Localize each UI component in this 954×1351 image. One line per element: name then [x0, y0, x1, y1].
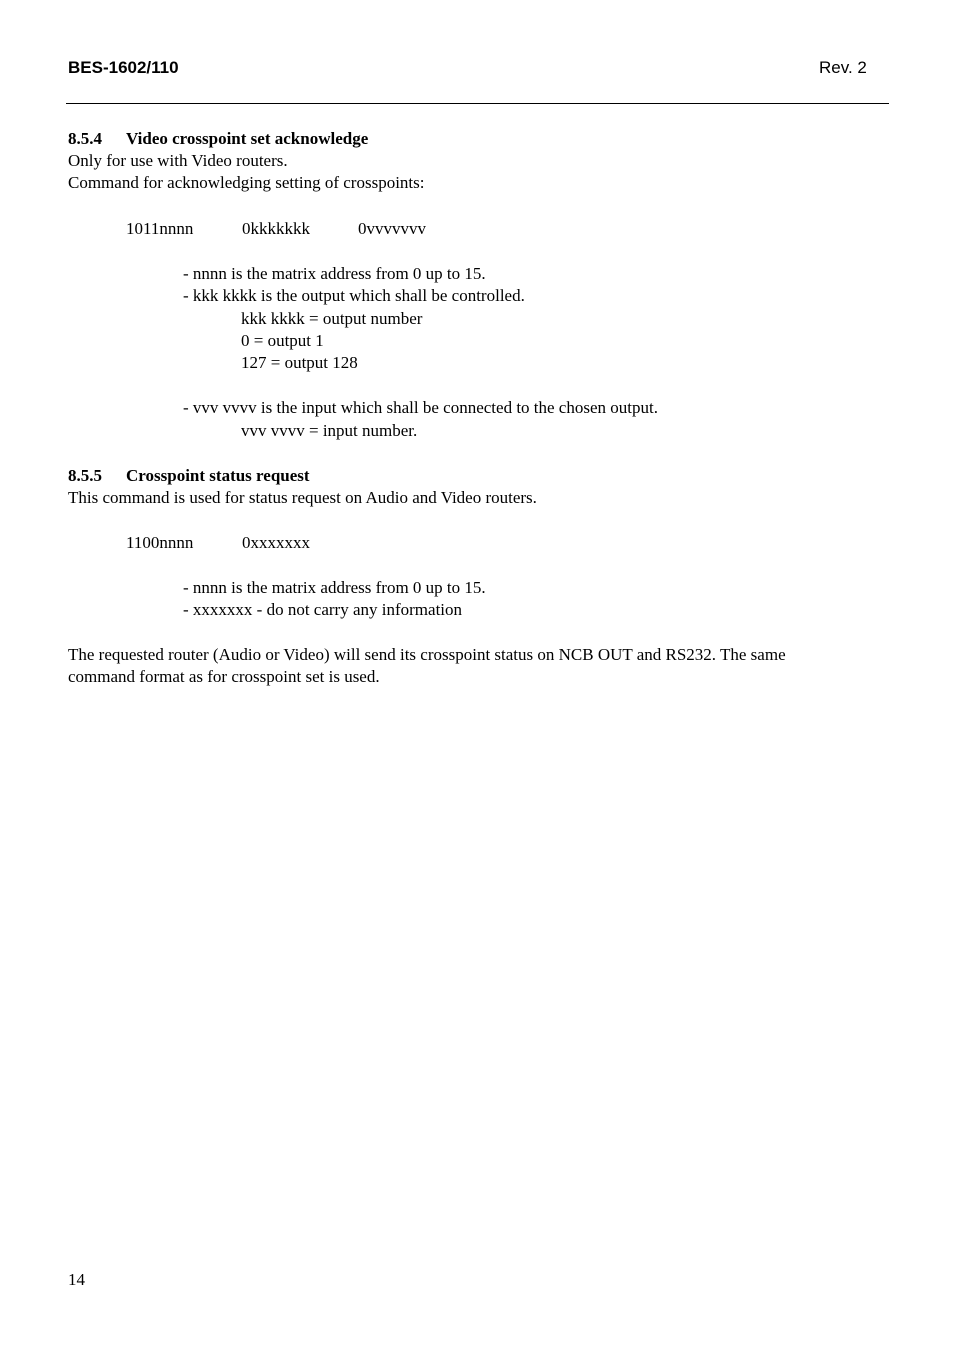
section-855-intro: This command is used for status request on Audio and Video routers. — [68, 488, 537, 507]
section-855-paragraph-line1: The requested router (Audio or Video) will send its crosspoint status on NCB OUT and RS232. The same — [68, 645, 786, 664]
section-854-heading — [68, 128, 368, 150]
section-855-title: Crosspoint status request — [126, 466, 310, 485]
section-855-paragraph-line2: command format as for crosspoint set is used. — [68, 667, 380, 686]
section-854-bullet-address: - nnnn is the matrix address from 0 up to 15. — [183, 264, 486, 283]
output-detail-line: kkk kkkk = output number — [241, 309, 423, 328]
command-byte: 0xxxxxxx — [242, 533, 310, 552]
revision-label: Rev. 2 — [819, 58, 867, 77]
section-855-bullet-address: - nnnn is the matrix address from 0 up to 15. — [183, 578, 486, 597]
page-number: 14 — [68, 1270, 85, 1289]
section-854-intro2: Command for acknowledging setting of crosspoints: — [68, 173, 425, 192]
section-855-bullet-info: - xxxxxxx - do not carry any information — [183, 600, 463, 619]
command-byte: 1011nnnn — [126, 219, 194, 238]
section-854-title: Video crosspoint set acknowledge — [126, 129, 369, 148]
input-detail-line: vvv vvvv = input number. — [241, 421, 418, 440]
command-byte: 0kkkkkkk — [242, 219, 310, 238]
command-byte: 0vvvvvvv — [358, 219, 426, 238]
section-854-bullet-output: - kkk kkkk is the output which shall be controlled. — [183, 286, 525, 305]
document-id: BES-1602/110 — [68, 58, 179, 77]
section-854-intro1: Only for use with Video routers. — [68, 151, 288, 170]
section-854-number: 8.5.4 — [68, 129, 102, 148]
section-854-bullet-input: - vvv vvvv is the input which shall be connected to the chosen output. — [183, 398, 658, 417]
header-rule — [66, 103, 889, 104]
output-detail-line: 127 = output 128 — [241, 353, 358, 372]
section-855-number: 8.5.5 — [68, 466, 102, 485]
section-855-heading — [68, 465, 310, 487]
section-854-command-bytes — [126, 218, 426, 240]
section-855-command-bytes — [126, 532, 310, 554]
command-byte: 1100nnnn — [126, 533, 194, 552]
output-detail-line: 0 = output 1 — [241, 331, 324, 350]
